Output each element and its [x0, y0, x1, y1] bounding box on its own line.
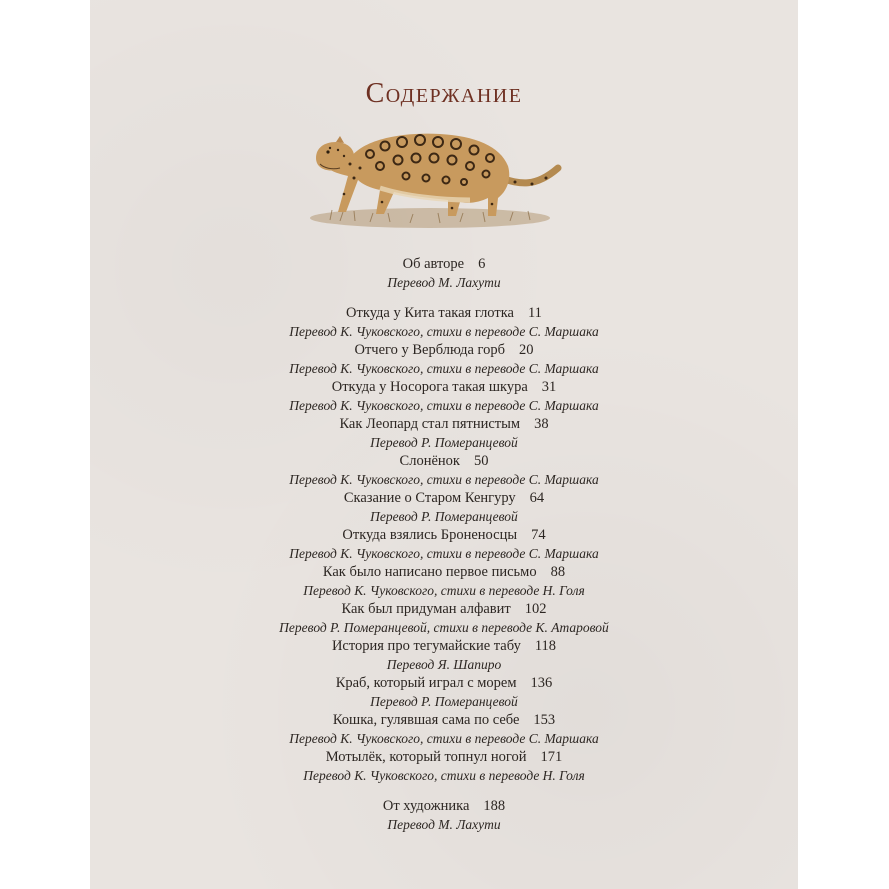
entry-title[interactable]: История про тегумайские табу: [331, 638, 521, 654]
entry-credit: Перевод К. Чуковского, стихи в переводе С. Маршака: [289, 323, 599, 339]
toc-entry: [90, 378, 798, 415]
entry-page-number: 118: [534, 638, 557, 654]
entry-page-number: 88: [550, 564, 566, 580]
entry-title[interactable]: Мотылёк, который топнул ногой: [325, 749, 527, 765]
entry-page-number: 20: [518, 342, 534, 358]
toc-entry: [90, 304, 798, 341]
entry-page-number: 64: [529, 490, 545, 506]
entry-page-number: 188: [483, 798, 506, 814]
table-of-contents: [90, 255, 798, 834]
page-title: Содержание: [365, 78, 523, 109]
toc-entry: [90, 637, 798, 674]
entry-page-number: 102: [524, 601, 547, 617]
entry-page-number: 38: [534, 416, 549, 432]
entry-credit: Перевод К. Чуковского, стихи в переводе С. Маршака: [289, 471, 599, 487]
entry-credit: Перевод Р. Померанцевой: [370, 434, 518, 450]
entry-title[interactable]: Как было написано первое письмо: [322, 564, 537, 580]
entry-credit: Перевод К. Чуковского, стихи в переводе Н. Голя: [303, 767, 585, 783]
leopard-illustration: [310, 118, 570, 243]
entry-title[interactable]: Откуда взялись Броненосцы: [342, 527, 518, 543]
entry-title[interactable]: Слонёнок: [399, 453, 460, 469]
toc-entry: [90, 563, 798, 600]
entry-title[interactable]: Как был придуман алфавит: [341, 601, 511, 617]
entry-credit: Перевод Я. Шапиро: [386, 656, 502, 672]
toc-entry: [90, 674, 798, 711]
entry-page-number: 11: [527, 305, 542, 321]
entry-credit: Перевод К. Чуковского, стихи в переводе С. Маршака: [289, 397, 599, 413]
entry-page-number: 171: [540, 749, 563, 765]
entry-credit: Перевод К. Чуковского, стихи в переводе С. Маршака: [289, 730, 599, 746]
entry-title[interactable]: Сказание о Старом Кенгуру: [343, 490, 516, 506]
toc-entry: [90, 489, 798, 526]
entry-page-number: 153: [533, 712, 556, 728]
entry-title[interactable]: Откуда у Носорога такая шкура: [331, 379, 528, 395]
toc-entry: [90, 526, 798, 563]
entry-title[interactable]: Отчего у Верблюда горб: [354, 342, 505, 358]
entry-page-number: 136: [530, 675, 553, 691]
toc-entry: [90, 748, 798, 785]
toc-entry: [90, 415, 798, 452]
toc-entry: [90, 797, 798, 834]
entry-title[interactable]: Кошка, гулявшая сама по себе: [332, 712, 520, 728]
entry-title[interactable]: Как Леопард стал пятнистым: [339, 416, 521, 432]
entry-credit: Перевод М. Лахути: [387, 274, 501, 290]
book-page: [90, 0, 798, 889]
entry-title[interactable]: Краб, который играл с морем: [335, 675, 517, 691]
entry-credit: Перевод Р. Померанцевой: [370, 508, 518, 524]
toc-entry: [90, 600, 798, 637]
entry-credit: Перевод К. Чуковского, стихи в переводе С. Маршака: [289, 360, 599, 376]
entry-title[interactable]: Откуда у Кита такая глотка: [346, 305, 514, 321]
entry-credit: Перевод М. Лахути: [387, 816, 501, 832]
entry-credit: Перевод К. Чуковского, стихи в переводе Н. Голя: [303, 582, 585, 598]
toc-entry: [90, 255, 798, 292]
entry-credit: Перевод Р. Померанцевой: [370, 693, 518, 709]
toc-entry: [90, 341, 798, 378]
entry-credit: Перевод К. Чуковского, стихи в переводе С. Маршака: [289, 545, 599, 561]
entry-page-number: 50: [473, 453, 489, 469]
toc-entry: [90, 452, 798, 489]
entry-page-number: 31: [541, 379, 557, 395]
entry-title[interactable]: Об авторе: [402, 256, 465, 272]
entry-page-number: 74: [531, 527, 546, 543]
entry-title[interactable]: От художника: [382, 798, 470, 814]
entry-page-number: 6: [478, 256, 486, 272]
toc-entry: [90, 711, 798, 748]
entry-credit: Перевод Р. Померанцевой, стихи в переводе К. Атаровой: [279, 619, 609, 635]
